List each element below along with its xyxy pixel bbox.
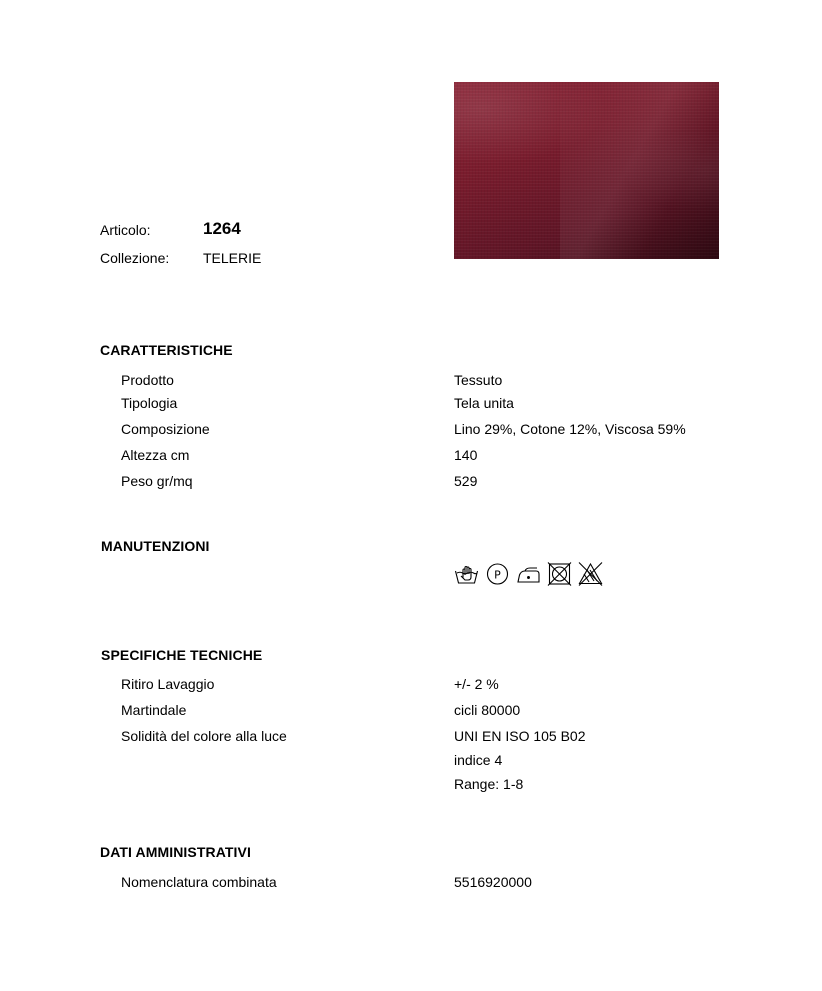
row-value: Tessuto bbox=[454, 372, 503, 388]
row-label: Prodotto bbox=[121, 372, 174, 388]
row-value: 5516920000 bbox=[454, 874, 532, 890]
row-label: Ritiro Lavaggio bbox=[121, 676, 215, 692]
row-label: Peso gr/mq bbox=[121, 473, 193, 489]
svg-text:P: P bbox=[494, 568, 501, 582]
iron-low-icon bbox=[516, 562, 541, 586]
collezione-value: TELERIE bbox=[203, 250, 262, 266]
row-value: 529 bbox=[454, 473, 478, 489]
row-value: cicli 80000 bbox=[454, 702, 521, 718]
row-value: UNI EN ISO 105 B02 bbox=[454, 728, 586, 744]
row-value: Tela unita bbox=[454, 395, 514, 411]
hand-wash-icon bbox=[454, 562, 479, 586]
row-label: Nomenclatura combinata bbox=[121, 874, 277, 890]
care-symbols bbox=[454, 562, 603, 586]
section-title-caratteristiche: CARATTERISTICHE bbox=[100, 342, 233, 358]
row-value: 140 bbox=[454, 447, 478, 463]
collezione-label: Collezione: bbox=[100, 250, 170, 266]
section-title-dati-amministrativi: DATI AMMINISTRATIVI bbox=[100, 844, 251, 860]
fabric-swatch-image bbox=[454, 82, 719, 259]
row-label: Martindale bbox=[121, 702, 187, 718]
row-label: Tipologia bbox=[121, 395, 178, 411]
no-tumble-dry-icon bbox=[547, 562, 572, 586]
section-title-specifiche-tecniche: SPECIFICHE TECNICHE bbox=[101, 647, 263, 663]
row-label: Composizione bbox=[121, 421, 210, 437]
no-bleach-icon bbox=[578, 562, 603, 586]
row-value: Lino 29%, Cotone 12%, Viscosa 59% bbox=[454, 421, 686, 437]
section-title-manutenzioni: MANUTENZIONI bbox=[101, 538, 210, 554]
row-label: Solidità del colore alla luce bbox=[121, 728, 287, 744]
row-value: +/- 2 % bbox=[454, 676, 499, 692]
dry-clean-p-icon bbox=[485, 562, 510, 586]
row-value-extra: Range: 1-8 bbox=[454, 776, 524, 792]
articolo-value: 1264 bbox=[203, 219, 241, 238]
row-value-extra: indice 4 bbox=[454, 752, 503, 768]
articolo-label: Articolo: bbox=[100, 222, 151, 238]
row-label: Altezza cm bbox=[121, 447, 190, 463]
